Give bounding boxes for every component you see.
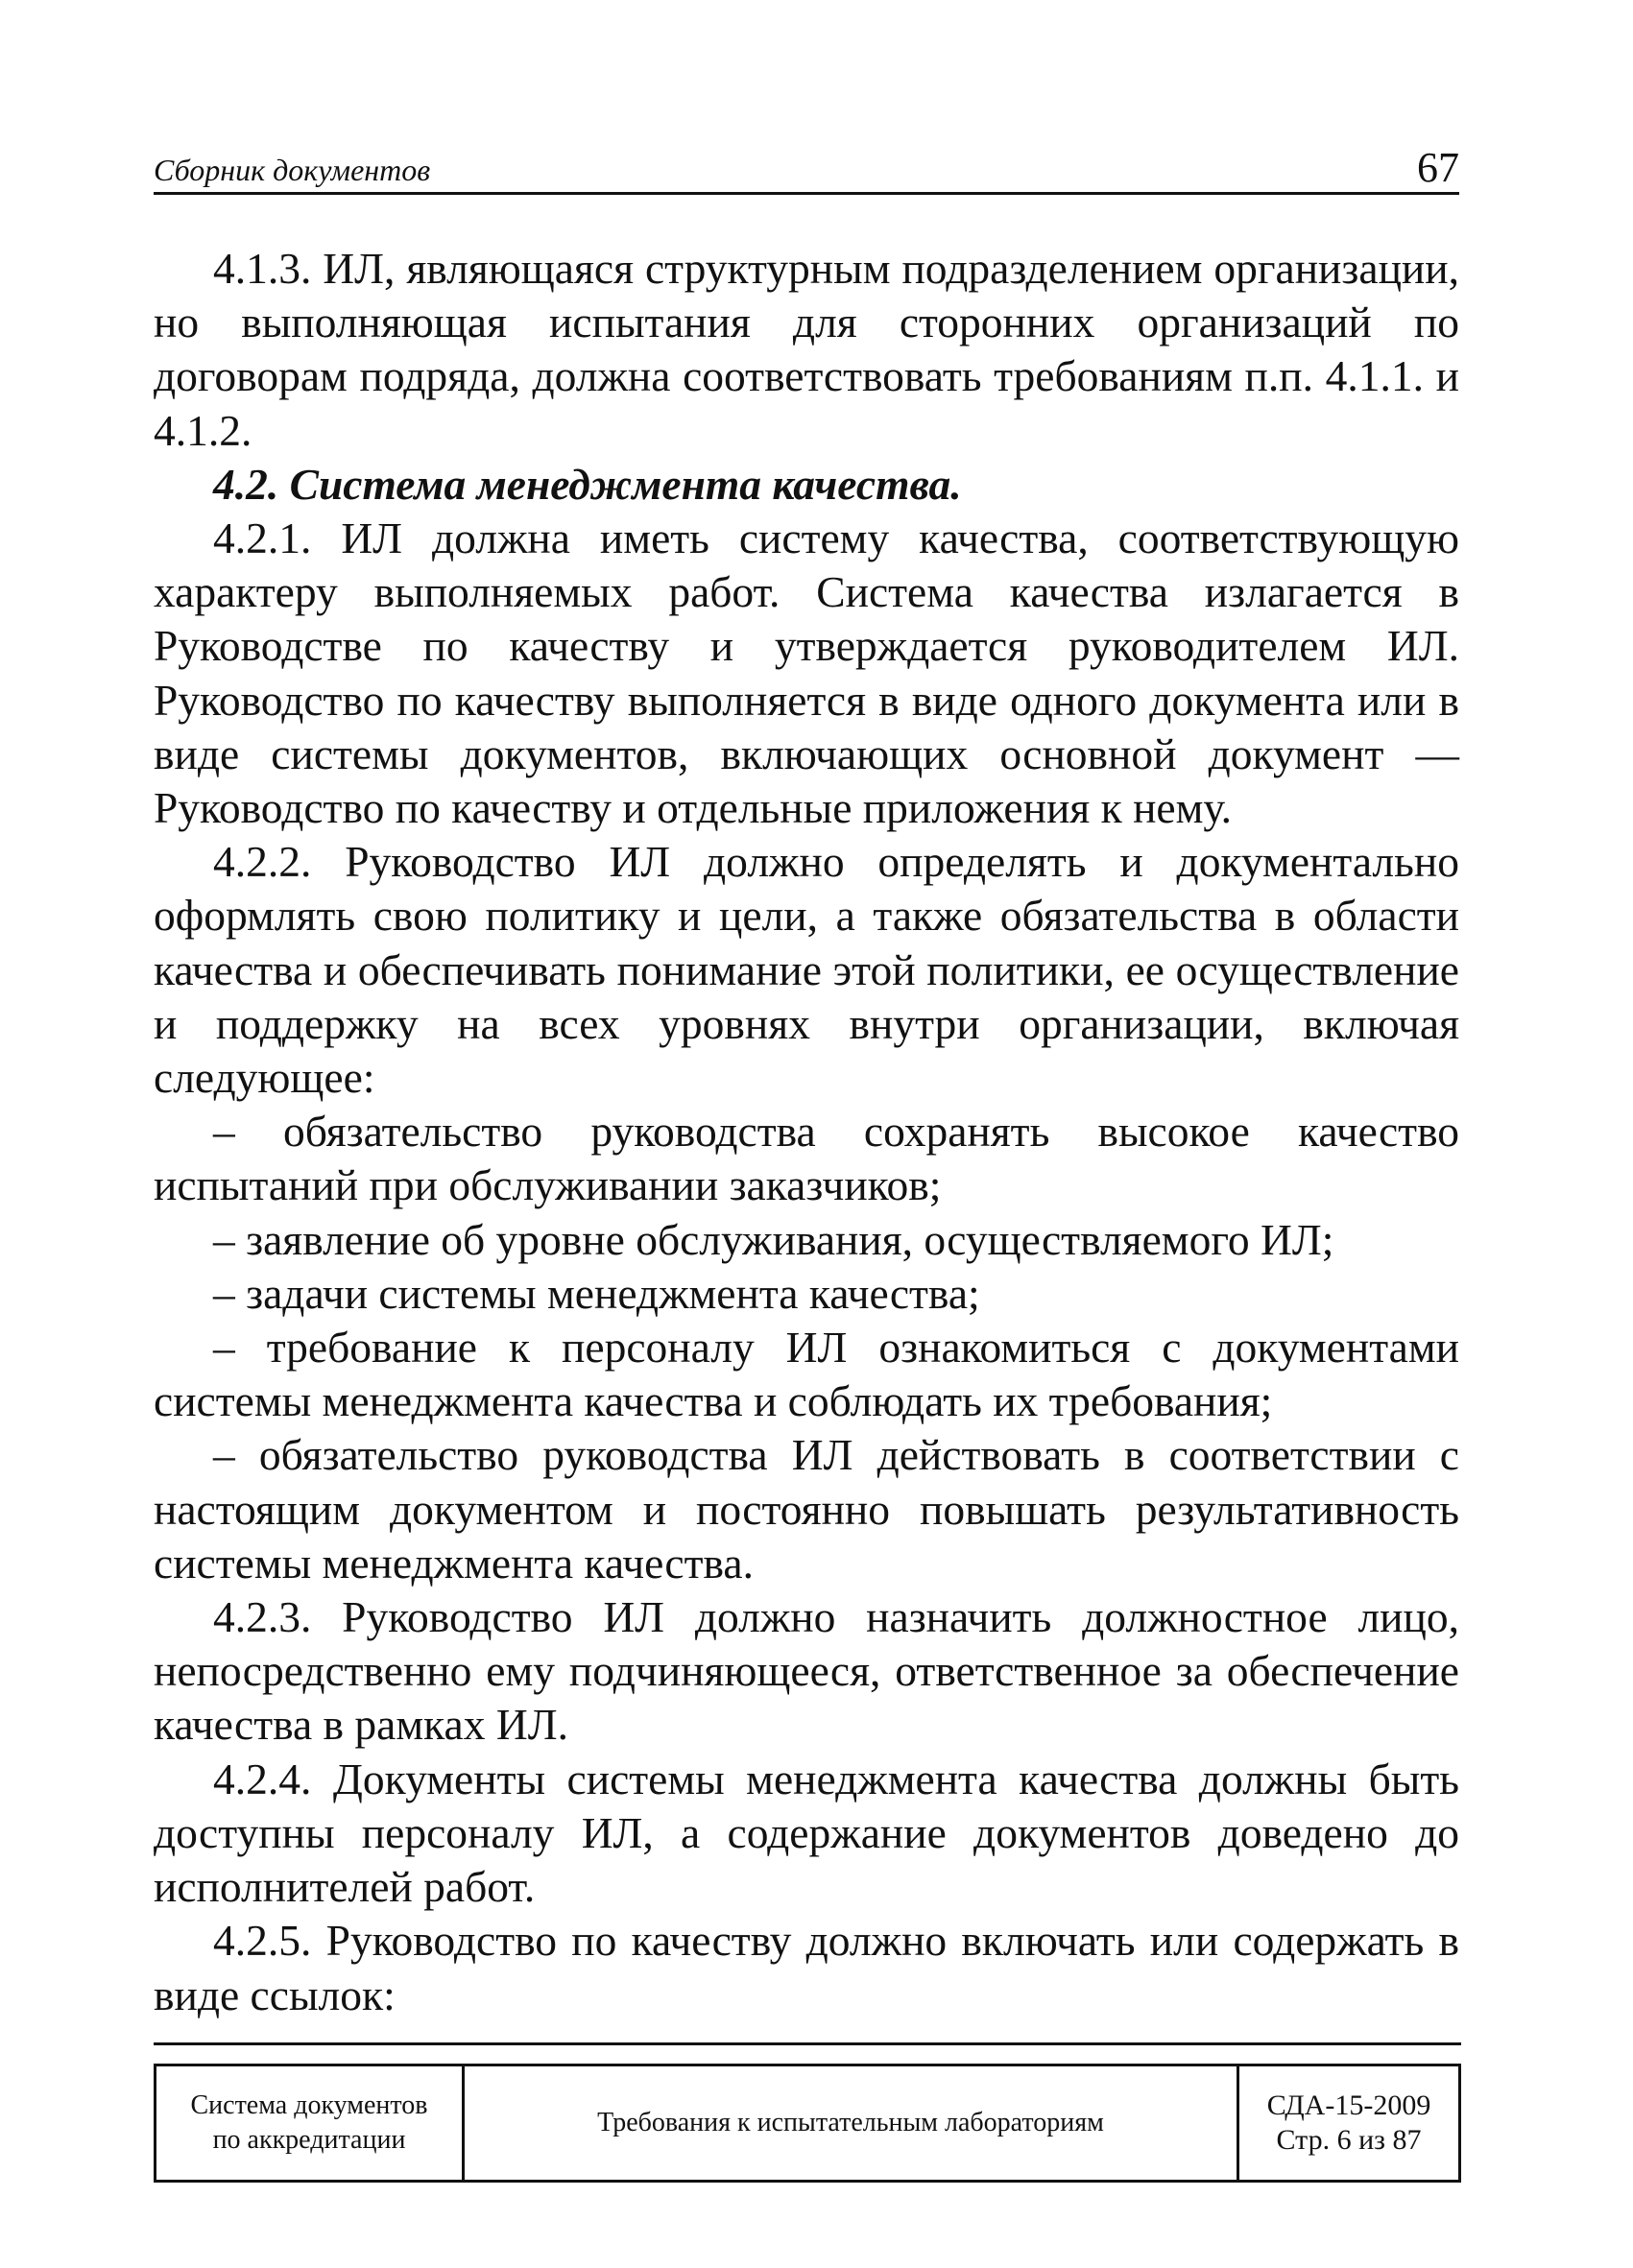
footer-system-cell xyxy=(156,2066,465,2180)
footer-document-title-cell xyxy=(465,2066,1239,2180)
footer-table xyxy=(154,2064,1461,2183)
list-item: – задачи системы менеджмента качества; xyxy=(213,1268,980,1318)
footer-code-cell xyxy=(1239,2066,1458,2180)
footer-document-title: Требования к испытательным лабораториям xyxy=(597,2108,1104,2137)
footer-system-line2: по аккредитации xyxy=(212,2125,406,2155)
running-header xyxy=(154,144,1459,195)
paragraph-4-2-2: 4.2.2. Руководство ИЛ должно определять и документально оформлять свою политику и цели, а также обязательства в области качества и обеспечивать понимание этой политики, ее осуществление и поддержку на всех уровнях внутри организации, включая следующее: xyxy=(154,837,1459,1103)
paragraph-4-1-3: 4.1.3. ИЛ, являющаяся структурным подразделением организации, но выполняющая испытания для сторонних организаций по договорам подряда, должна соответствовать требованиям п.п. 4.1.1. и 4.1.2. xyxy=(154,244,1459,455)
list-item: – требование к персоналу ИЛ ознакомиться с документами системы менеджмента качества и соблюдать их требования; xyxy=(154,1323,1459,1426)
document-body xyxy=(154,242,1459,2022)
list-item: – заявление об уровне обслуживания, осуществляемого ИЛ; xyxy=(213,1214,1334,1264)
footer-system-line1: Система документов xyxy=(190,2090,428,2120)
paragraph-4-2-1: 4.2.1. ИЛ должна иметь систему качества, соответствующую характеру выполняемых работ. Система качества излагается в Руководстве по качеству и утверждается руководителем ИЛ. Руководство по качеству выполняется в виде одного документа или в виде системы документов, включающих основной документ — Руководство по качеству и отдельные приложения к нему. xyxy=(154,513,1459,833)
footer-divider xyxy=(154,2042,1461,2045)
section-heading-4-2: 4.2. Система менеджмента качества. xyxy=(213,459,962,509)
page-number: 67 xyxy=(1417,144,1459,191)
paragraph-4-2-4: 4.2.4. Документы системы менеджмента качества должны быть доступны персоналу ИЛ, а содержание документов доведено до исполнителей работ. xyxy=(154,1754,1459,1912)
list-item: – обязательство руководства сохранять высокое качество испытаний при обслуживании заказчиков; xyxy=(154,1107,1459,1210)
paragraph-4-2-3: 4.2.3. Руководство ИЛ должно назначить должностное лицо, непосредственно ему подчиняющееся, ответственное за обеспечение качества в рамках ИЛ. xyxy=(154,1592,1459,1750)
list-item: – обязательство руководства ИЛ действовать в соответствии с настоящим документом и постоянно повышать результативность системы менеджмента качества. xyxy=(154,1430,1459,1588)
footer-document-code: СДА-15-2009 xyxy=(1266,2089,1431,2121)
footer-page-count: Стр. 6 из 87 xyxy=(1276,2124,1422,2156)
paragraph-4-2-5: 4.2.5. Руководство по качеству должно включать или содержать в виде ссылок: xyxy=(154,1916,1459,2019)
collection-title: Сборник документов xyxy=(154,153,431,187)
